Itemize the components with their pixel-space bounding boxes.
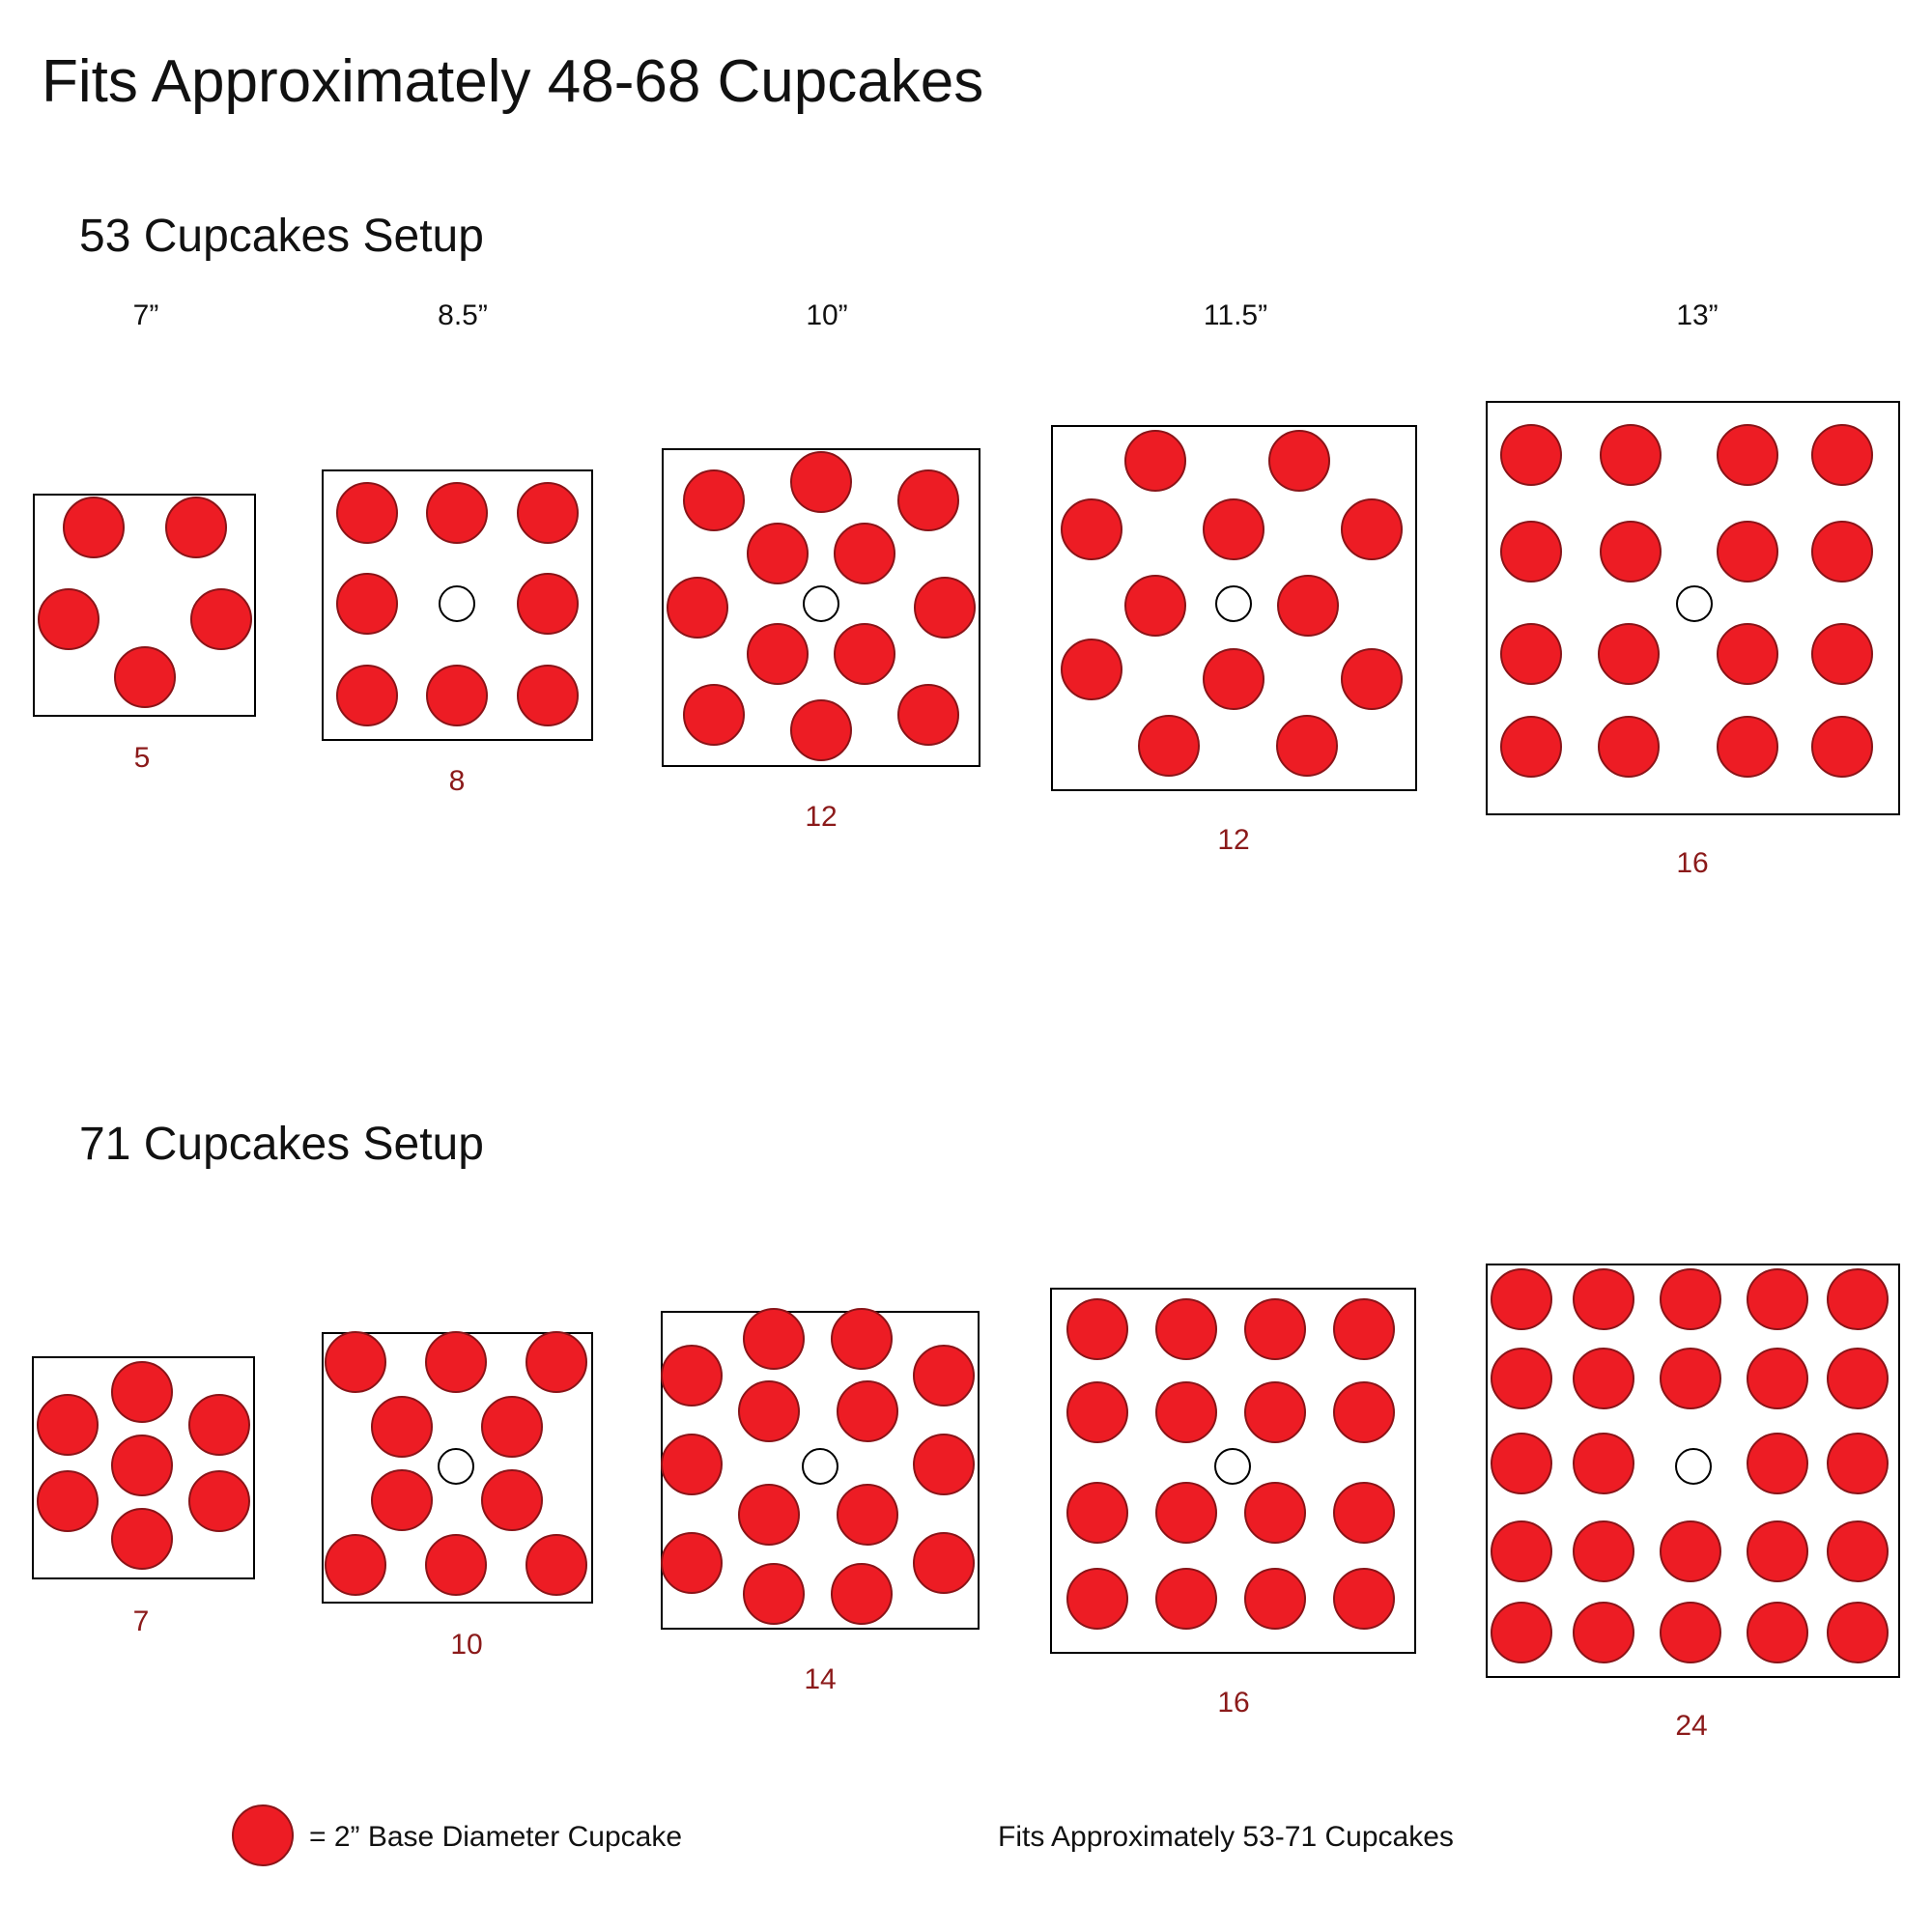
cupcake-circle	[1747, 1521, 1807, 1581]
cupcake-circle	[518, 483, 578, 543]
tier-count-label: 8	[448, 765, 466, 797]
cupcake-circle	[326, 1332, 385, 1392]
cupcake-circle	[1156, 1299, 1216, 1359]
cupcake-circle	[1139, 716, 1199, 776]
cupcake-circle	[748, 524, 808, 583]
tier-count-label: 24	[1675, 1710, 1708, 1742]
tier-count-label: 16	[1676, 847, 1709, 879]
cupcake-circle	[1661, 1269, 1720, 1329]
cupcake-circle	[744, 1309, 804, 1369]
cupcake-circle	[1812, 717, 1872, 777]
cupcake-circle	[1601, 522, 1661, 582]
cupcake-circle	[518, 666, 578, 725]
cupcake-circle	[1661, 1521, 1720, 1581]
cupcake-circle	[1574, 1349, 1634, 1408]
center-hole	[439, 1449, 473, 1484]
cupcake-circle	[662, 1346, 722, 1406]
cupcake-circle	[1269, 431, 1329, 491]
cupcake-circle	[915, 578, 975, 638]
tier-size-label-4: 11.5”	[1203, 299, 1268, 331]
cupcake-circle	[166, 497, 226, 557]
cupcake-circle	[1156, 1483, 1216, 1543]
cupcake-circle	[1245, 1299, 1305, 1359]
tier-count-label: 10	[450, 1629, 483, 1661]
cupcake-circle	[518, 574, 578, 634]
cupcake-circle	[744, 1564, 804, 1624]
cupcake-circle	[1062, 639, 1122, 699]
cupcake-circle	[1828, 1269, 1888, 1329]
cupcake-circle	[1067, 1483, 1127, 1543]
cupcake-circle	[1492, 1434, 1551, 1493]
cupcake-circle	[1277, 716, 1337, 776]
cupcake-circle	[1828, 1434, 1888, 1493]
cupcake-circle	[1501, 717, 1561, 777]
cupcake-circle	[1718, 522, 1777, 582]
cupcake-circle	[112, 1435, 172, 1495]
cupcake-circle	[1747, 1349, 1807, 1408]
cupcake-circle	[1718, 717, 1777, 777]
cupcake-circle	[526, 1535, 586, 1595]
cupcake-circle	[684, 685, 744, 745]
cupcake-circle	[1747, 1603, 1807, 1662]
legend-note: Fits Approximately 53-71 Cupcakes	[998, 1821, 1454, 1853]
cupcake-circle	[898, 470, 958, 530]
cupcake-circle	[1492, 1349, 1551, 1408]
cupcake-circle	[1067, 1569, 1127, 1629]
cupcake-circle	[112, 1362, 172, 1422]
cupcake-circle	[1574, 1521, 1634, 1581]
cupcake-circle	[1492, 1269, 1551, 1329]
cupcake-circle	[1342, 499, 1402, 559]
cupcake-circle	[38, 1471, 98, 1531]
cupcake-circle	[426, 1535, 486, 1595]
cupcake-circle	[64, 497, 124, 557]
cupcake-circle	[1492, 1521, 1551, 1581]
cupcake-circle	[1501, 425, 1561, 485]
cupcake-circle	[482, 1397, 542, 1457]
cupcake-circle	[1601, 425, 1661, 485]
cupcake-circle	[1204, 649, 1264, 709]
cupcake-circle	[189, 1395, 249, 1455]
cupcake-circle	[1334, 1382, 1394, 1442]
legend-cupcake-icon	[233, 1805, 293, 1865]
cupcake-circle	[739, 1485, 799, 1545]
cupcake-circle	[832, 1564, 892, 1624]
cupcake-circle	[914, 1346, 974, 1406]
cupcake-circle	[1492, 1603, 1551, 1662]
cupcake-circle	[1718, 425, 1777, 485]
tier-size-label-3: 10”	[806, 299, 848, 331]
cupcake-circle	[115, 647, 175, 707]
tier-count-label: 12	[1217, 824, 1250, 856]
cupcake-circle	[1156, 1382, 1216, 1442]
center-hole	[803, 1449, 838, 1484]
cupcake-circle	[427, 483, 487, 543]
cupcake-circle	[1574, 1603, 1634, 1662]
cupcake-circle	[337, 574, 397, 634]
tier-count-label: 16	[1217, 1687, 1250, 1719]
cupcake-circle	[427, 666, 487, 725]
cupcake-circle	[791, 700, 851, 760]
cupcake-circle	[832, 1309, 892, 1369]
cupcake-circle	[1125, 431, 1185, 491]
legend-label: = 2” Base Diameter Cupcake	[309, 1821, 683, 1853]
cupcake-circle	[1501, 624, 1561, 684]
cupcake-circle	[1747, 1434, 1807, 1493]
cupcake-circle	[1828, 1349, 1888, 1408]
center-hole	[1676, 1449, 1711, 1484]
cupcake-circle	[1204, 499, 1264, 559]
cupcake-circle	[838, 1485, 897, 1545]
center-hole	[804, 586, 838, 621]
cupcake-circle	[1812, 425, 1872, 485]
cupcake-circle	[372, 1397, 432, 1457]
cupcake-circle	[1245, 1569, 1305, 1629]
tier-size-label-2: 8.5”	[438, 299, 488, 331]
cupcake-circle	[337, 483, 397, 543]
center-hole	[1215, 1449, 1250, 1484]
setup-heading-53: 53 Cupcakes Setup	[79, 211, 484, 262]
cupcake-group-71	[38, 1269, 1888, 1662]
cupcake-circle	[668, 578, 727, 638]
cupcake-circle	[791, 452, 851, 512]
cupcake-circle	[1828, 1521, 1888, 1581]
cupcake-circle	[1574, 1434, 1634, 1493]
cupcake-circle	[1067, 1382, 1127, 1442]
cupcake-circle	[662, 1533, 722, 1593]
cupcake-circle	[189, 1471, 249, 1531]
cupcake-circle	[739, 1381, 799, 1441]
cupcake-circle	[112, 1509, 172, 1569]
cupcake-circle	[1574, 1269, 1634, 1329]
tier-count-label: 5	[133, 742, 151, 774]
page-title: Fits Approximately 48-68 Cupcakes	[42, 48, 984, 115]
cupcake-circle	[372, 1470, 432, 1530]
cupcake-circle	[838, 1381, 897, 1441]
cupcake-circle	[662, 1435, 722, 1494]
cupcake-circle	[1718, 624, 1777, 684]
cupcake-circle	[1812, 624, 1872, 684]
cupcake-circle	[526, 1332, 586, 1392]
cupcake-group-53	[39, 425, 1872, 777]
cupcake-circle	[1067, 1299, 1127, 1359]
cupcake-circle	[1334, 1299, 1394, 1359]
cupcake-circle	[1125, 576, 1185, 636]
cupcake-circle	[1599, 624, 1659, 684]
cupcake-circle	[326, 1535, 385, 1595]
cupcake-circle	[898, 685, 958, 745]
cupcake-circle	[1245, 1382, 1305, 1442]
cupcake-circle	[1661, 1349, 1720, 1408]
cupcake-circle	[1156, 1569, 1216, 1629]
cupcake-circle	[835, 524, 895, 583]
cupcake-circle	[835, 624, 895, 684]
tier-count-label: 7	[132, 1605, 150, 1637]
tier-size-label-1: 7”	[132, 299, 159, 331]
cupcake-circle	[1062, 499, 1122, 559]
cupcake-circle	[1334, 1483, 1394, 1543]
center-hole	[1216, 586, 1251, 621]
setup-heading-71: 71 Cupcakes Setup	[79, 1119, 484, 1170]
cupcake-circle	[39, 589, 99, 649]
cupcake-circle	[1747, 1269, 1807, 1329]
cupcake-circle	[191, 589, 251, 649]
tier-count-label: 14	[804, 1663, 837, 1695]
cupcake-circle	[1342, 649, 1402, 709]
cupcake-circle	[914, 1435, 974, 1494]
cupcake-circle	[1828, 1603, 1888, 1662]
cupcake-circle	[426, 1332, 486, 1392]
tier-size-label-5: 13”	[1676, 299, 1719, 331]
cupcake-circle	[1661, 1603, 1720, 1662]
cupcake-circle	[1812, 522, 1872, 582]
cupcake-circle	[1599, 717, 1659, 777]
center-hole	[1677, 586, 1712, 621]
cupcake-circle	[1334, 1569, 1394, 1629]
cupcake-circle	[337, 666, 397, 725]
tier-count-label: 12	[805, 801, 838, 833]
cupcake-circle	[748, 624, 808, 684]
cupcake-circle	[482, 1470, 542, 1530]
cupcake-circle	[1278, 576, 1338, 636]
cupcake-circle	[684, 470, 744, 530]
cupcake-circle	[1245, 1483, 1305, 1543]
cupcake-circle	[38, 1395, 98, 1455]
center-hole	[440, 586, 474, 621]
cupcake-circle	[1501, 522, 1561, 582]
cupcake-circle	[914, 1533, 974, 1593]
